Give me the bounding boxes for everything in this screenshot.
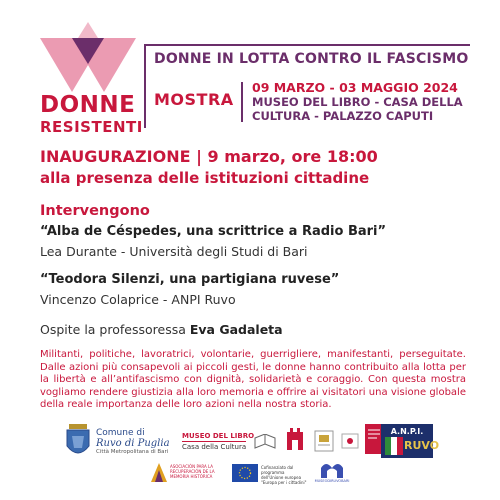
place-line1: MUSEO DEL LIBRO - CASA DELLA	[252, 95, 463, 109]
comune-line3: Città Metropolitana di Bari	[96, 449, 169, 455]
musei-ruvo-logo	[314, 460, 350, 486]
associazione-logo	[150, 462, 222, 484]
brand-line2: RESISTENTI	[40, 118, 143, 136]
institution-logo-icon	[314, 430, 334, 452]
exhibition-title: DONNE IN LOTTA CONTRO IL FASCISMO	[154, 51, 469, 67]
header-divider	[241, 82, 243, 122]
exhibition-place	[252, 95, 463, 123]
exhibition-description: Militanti, politiche, lavoratrici, volontarie, guerrigliere, manifestanti, perseguitate. Dalle azioni più consapevoli ai piccoli gesti, le donne hanno contribuito alla lotta per la libertà e all’antifascismo con dignità, solidarietà e coraggio. Con questa mostra vogliamo rendere giustizia alla loro memoria e offrire ai visitatori una visione globale della reale importanza delle loro azioni nella nostra storia.	[40, 349, 466, 411]
coat-of-arms-icon	[64, 424, 92, 460]
mini-logo-icon	[340, 430, 360, 452]
ruvo-tower-logo-icon	[285, 428, 305, 454]
anpi-logo	[381, 424, 440, 458]
exhibition-dates: 09 MARZO - 03 MAGGIO 2024	[252, 80, 458, 95]
talk-speaker-2: Vincenzo Colaprice - ANPI Ruvo	[40, 292, 236, 307]
museum-arch-icon	[320, 460, 344, 478]
donne-resistenti-logo-icon	[40, 22, 136, 92]
comune-logo	[64, 424, 176, 460]
guest-name: Eva Gadaleta	[189, 322, 283, 337]
anpi-line2: RUVO	[404, 439, 440, 452]
inauguration-subtitle: alla presenza delle istituzioni cittadine	[40, 169, 370, 187]
museo-line1: MUSEO DEL LIBRO	[182, 432, 255, 440]
museo-libro-logo	[182, 432, 278, 458]
talk-title-2: “Teodora Silenzi, una partigiana ruvese”	[40, 272, 340, 287]
header-frame-left	[144, 74, 146, 128]
comune-line1: Comune di	[96, 428, 145, 438]
memory-association-icon	[150, 462, 168, 484]
inauguration-title: INAUGURAZIONE | 9 marzo, ore 18:00	[40, 147, 378, 166]
anpi-line1: A.N.P.I.	[390, 427, 424, 436]
musei-label: MUSEODIRUVOBARI	[314, 479, 350, 483]
talk-title-1: “Alba de Céspedes, una scrittrice a Radio Bari”	[40, 224, 387, 239]
talk-speaker-1: Lea Durante - Università degli Studi di Bari	[40, 244, 308, 259]
place-line2: CULTURA - PALAZZO CAPUTI	[252, 109, 434, 123]
associazione-text: ASOCIACIÓN PARA LA RECUPERACIÓN DE LA MEMORIA HISTÓRICA	[170, 464, 215, 479]
eu-text: Cofinanziato dal programma dell'Unione europea "Europa per i cittadini"	[261, 465, 307, 485]
exhibition-label: MOSTRA	[154, 90, 234, 109]
museo-line2: Casa della Cultura	[182, 443, 247, 451]
brand-line1: DONNE	[40, 92, 136, 118]
guest-prefix: Ospite la professoressa	[40, 322, 190, 337]
comune-line2: Ruvo di Puglia	[96, 438, 170, 449]
eu-flag-icon	[232, 464, 258, 482]
guest-line	[40, 322, 283, 337]
eu-logo	[232, 462, 308, 484]
book-icon	[254, 434, 276, 450]
speakers-heading: Intervengono	[40, 203, 150, 219]
